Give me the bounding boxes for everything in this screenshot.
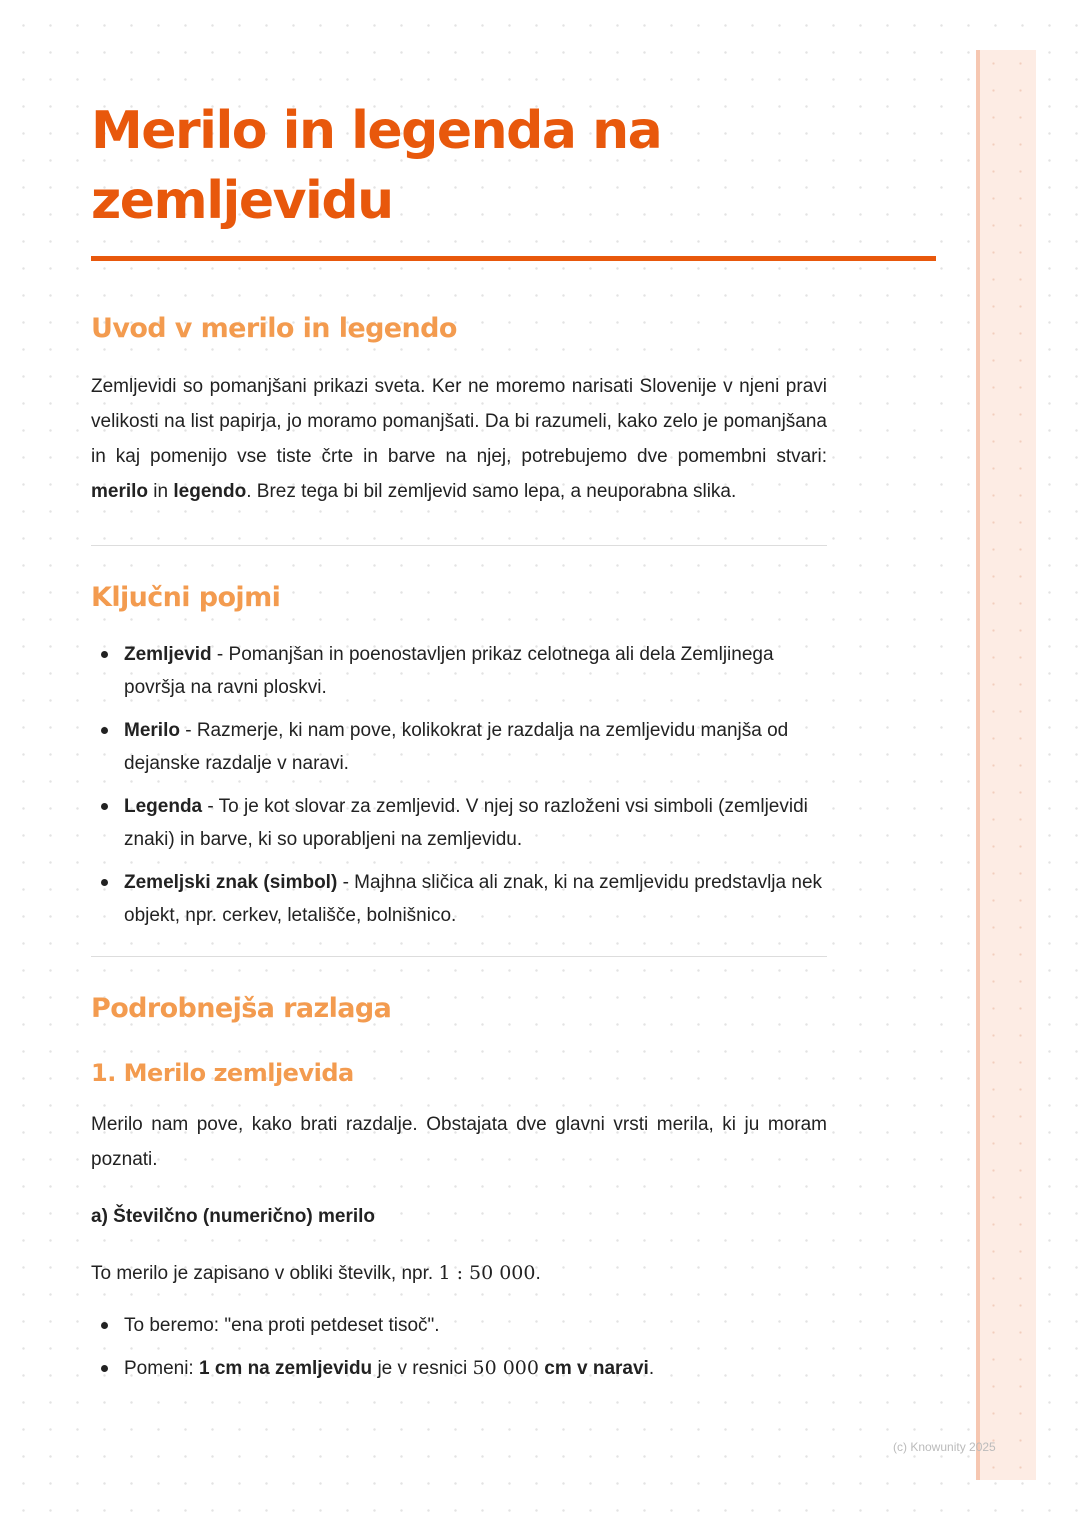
section-divider	[91, 956, 827, 957]
scale-paragraph: Merilo nam pove, kako brati razdalje. Obstajata dve glavni vrsti merila, ki ju moram poznati.	[91, 1114, 827, 1170]
term-label: Legenda	[124, 796, 203, 817]
term-definition: - Razmerje, ki nam pove, kolikokrat je razdalja na zemljevidu manjša od dejanske razdalje v naravi.	[124, 720, 789, 774]
intro-bold-scale: merilo	[91, 481, 149, 502]
page-title: Merilo in legenda na zemljevidu	[91, 101, 662, 231]
list-item: To beremo: "ena proti petdeset tisoč".	[91, 1309, 827, 1342]
term-definition: - Pomanjšan in poenostavljen prikaz celotnega ali dela Zemljinega površja na ravni ploskvi.	[124, 644, 774, 698]
section-divider	[91, 545, 827, 546]
term-label: Merilo	[124, 720, 180, 741]
copyright-footer: (c) Knowunity 2025	[893, 1440, 996, 1454]
list-item	[91, 714, 827, 780]
term-definition: - Majhna sličica ali znak, ki na zemljevidu predstavlja nek objekt, npr. cerkev, letališče, bolnišnico.	[124, 872, 823, 926]
title-underline	[91, 256, 936, 261]
intro-bold-legend: legendo	[173, 481, 247, 502]
numeric-scale-list	[91, 1309, 827, 1385]
side-margin-strip	[976, 50, 1036, 1480]
term-label: Zemljevid	[124, 644, 212, 665]
key-terms-heading: Ključni pojmi	[91, 582, 281, 613]
numeric-scale-heading: a) Številčno (numerično) merilo	[91, 1206, 375, 1227]
list-item	[91, 866, 827, 932]
scale-example: 1 : 50 000	[438, 1262, 536, 1284]
intro-paragraph: Zemljevidi so pomanjšani prikazi sveta. Ker ne moremo narisati Slovenije v njeni pravi velikosti na list papirja, jo moramo pomanjšati. Da bi razumeli, kako zelo je pomanjšana in kaj pomenijo vse tiste črte in barve na njej, potrebujemo dve pomembni stvari: merilo in legendo. Brez tega bi bil zemljevid samo lepa, a neuporabna slika.	[91, 376, 827, 502]
term-definition: - To je kot slovar za zemljevid. V njej so razloženi vsi simboli (zemljevidi znaki) in barve, ki so uporabljeni na zemljevidu.	[124, 796, 808, 850]
key-terms-list	[91, 638, 827, 932]
term-label: Zemeljski znak (simbol)	[124, 872, 338, 893]
document-content	[91, 96, 827, 1395]
scale-subheading: 1. Merilo zemljevida	[91, 1059, 354, 1087]
details-heading: Podrobnejša razlaga	[91, 993, 392, 1024]
list-item: Pomeni: 1 cm na zemljevidu je v resnici 50 000 cm v naravi.	[91, 1352, 827, 1385]
intro-heading: Uvod v merilo in legendo	[91, 313, 457, 344]
list-item	[91, 638, 827, 704]
scale-number: 50 000	[472, 1357, 539, 1379]
list-item	[91, 790, 827, 856]
numeric-scale-paragraph: To merilo je zapisano v obliki številk, npr. 1 : 50 000.	[91, 1262, 541, 1284]
